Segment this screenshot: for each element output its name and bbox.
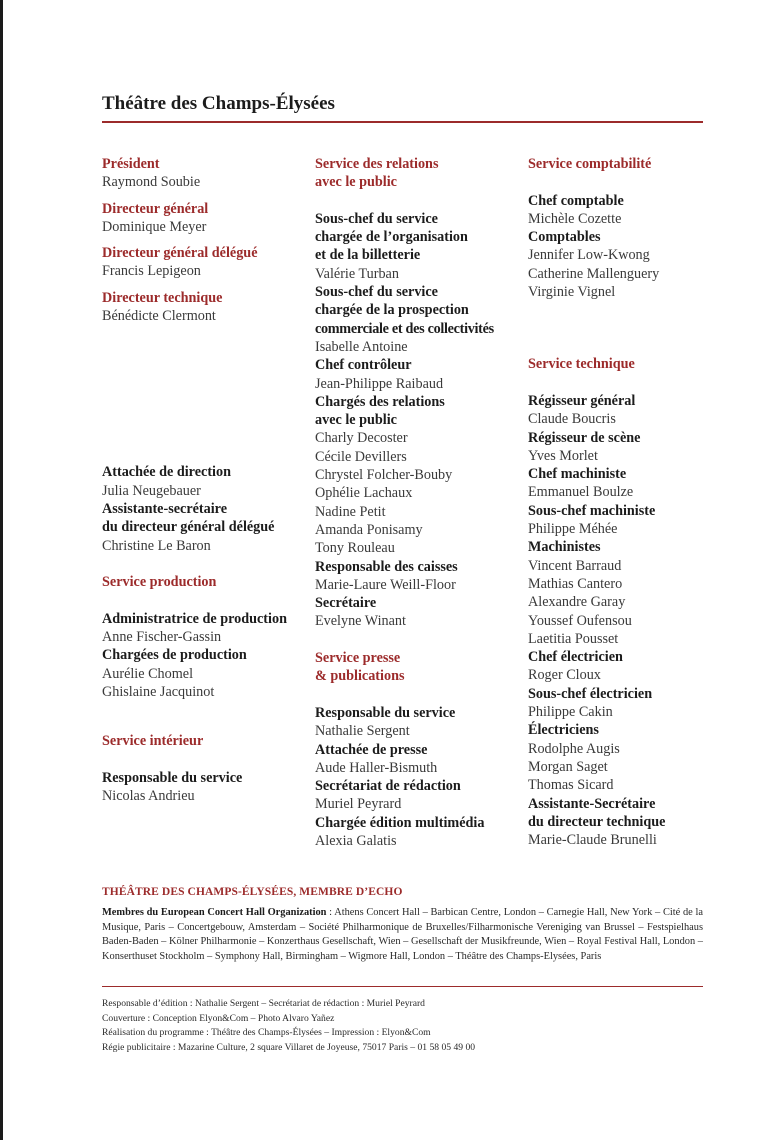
person-name: Nathalie Sergent — [315, 723, 410, 740]
column-relations-presse — [315, 155, 525, 850]
echo-members-label: Membres du European Concert Hall Organization — [102, 907, 327, 918]
person-name: Morgan Saget — [528, 758, 608, 775]
section-heading: Service production — [102, 574, 217, 591]
section-heading: Service intérieur — [102, 733, 204, 750]
person-name: Nicolas Andrieu — [102, 788, 195, 805]
section-heading: Service des relations — [315, 156, 439, 172]
role-label: chargée de la prospection — [315, 302, 469, 319]
title-divider — [102, 121, 703, 123]
person-name: Thomas Sicard — [528, 777, 614, 794]
person-name: Roger Cloux — [528, 667, 601, 684]
role-label: Régisseur de scène — [528, 429, 641, 446]
person-name: Marie-Laure Weill-Floor — [315, 576, 456, 593]
role-label: Secrétariat de rédaction — [315, 778, 461, 795]
person-name: Nadine Petit — [315, 503, 386, 520]
role-label: Président — [102, 156, 160, 172]
role-label: Chargées de production — [102, 647, 247, 664]
role-label: avec le public — [315, 412, 397, 429]
person-name: Rodolphe Augis — [528, 740, 620, 757]
person-name: Raymond Soubie — [102, 174, 201, 191]
role-label: Directeur général — [102, 200, 209, 217]
person-name: Isabelle Antoine — [315, 338, 408, 355]
role-label: Chef contrôleur — [315, 357, 412, 374]
role-label: Régisseur général — [528, 392, 636, 409]
role-label: Électriciens — [528, 722, 599, 739]
person-name: Amanda Ponisamy — [315, 521, 423, 538]
person-name: Mathias Cantero — [528, 575, 623, 592]
role-label: Chargés des relations — [315, 393, 445, 410]
role-label: Sous-chef électricien — [528, 685, 653, 702]
role-label: du directeur technique — [528, 813, 666, 830]
person-name: Julia Neugebauer — [102, 482, 201, 499]
role-label: Comptables — [528, 229, 601, 246]
person-name: Youssef Oufensou — [528, 612, 632, 629]
role-label: du directeur général délégué — [102, 519, 275, 536]
person-name: Aurélie Chomel — [102, 665, 194, 682]
role-label: Assistante-secrétaire — [102, 500, 228, 517]
credit-line: Couverture : Conception Elyon&Com – Photo Alvaro Yañez — [102, 1012, 335, 1024]
person-name: Bénédicte Clermont — [102, 308, 216, 325]
credits-divider — [102, 986, 703, 987]
echo-members-list: : Athens Concert Hall – Barbican Centre, London – Carnegie Hall, New York – Cité de la Musique, Paris – Concertgebouw, Amsterdam – Société Philharmonique de Bruxelles/Filharmonische Vereniging van Brussel – Festspielhaus Baden-Baden – Kölner Philharmonie – Konzerthaus Gesellschaft, Wien – Gesellschaft der Musikfreunde, Wien – Royal Festival Hall, London – Konserthuset Stockholm – Symphony Hall, Birmingham – Wigmore Hall, London – Théâtre des Champs-Elysées, Paris — [102, 907, 703, 962]
page-title: Théâtre des Champs-Élysées — [102, 93, 335, 114]
scan-edge — [0, 0, 3, 1140]
echo-heading: THÉÂTRE DES CHAMPS-ÉLYSÉES, MEMBRE D’ECHO — [102, 886, 403, 898]
role-label: Chef électricien — [528, 649, 623, 666]
role-label: Directeur général délégué — [102, 245, 258, 262]
person-name: Ophélie Lachaux — [315, 485, 413, 502]
role-label: Directeur technique — [102, 289, 223, 306]
person-name: Alexia Galatis — [315, 832, 397, 849]
person-name: Muriel Peyrard — [315, 796, 402, 813]
role-label: Chef comptable — [528, 192, 624, 209]
role-label: Sous-chef machiniste — [528, 502, 656, 519]
role-label: Assistante-Secrétaire — [528, 795, 656, 812]
person-name: Catherine Mallenguery — [528, 265, 660, 282]
column-comptabilite-technique — [528, 155, 718, 849]
person-name: Chrystel Folcher-Bouby — [315, 467, 453, 484]
role-label: Responsable des caisses — [315, 558, 458, 575]
person-name: Alexandre Garay — [528, 594, 626, 611]
role-label: Attachée de direction — [102, 464, 231, 481]
credit-line: Régie publicitaire : Mazarine Culture, 2 square Villaret de Joyeuse, 75017 Paris – 01 58 05 49 00 — [102, 1042, 476, 1054]
section-heading: Service comptabilité — [528, 156, 652, 172]
column-direction — [102, 155, 307, 805]
person-name: Ghislaine Jacquinot — [102, 683, 215, 700]
person-name: Dominique Meyer — [102, 218, 207, 235]
role-label: Attachée de presse — [315, 741, 428, 758]
credit-line: Responsable d’édition : Nathalie Sergent – Secrétariat de rédaction : Muriel Peyrard — [102, 998, 425, 1009]
person-name: Marie-Claude Brunelli — [528, 832, 657, 849]
role-label: chargée de l’organisation — [315, 229, 468, 246]
person-name: Evelyne Winant — [315, 613, 406, 630]
credit-line: Réalisation du programme : Théâtre des Champs-Élysées – Impression : Elyon&Com — [102, 1027, 431, 1039]
section-heading: Service presse — [315, 650, 401, 667]
person-name: Francis Lepigeon — [102, 263, 201, 280]
person-name: Christine Le Baron — [102, 537, 211, 554]
section-heading: avec le public — [315, 174, 397, 191]
role-label: Chargée édition multimédia — [315, 814, 485, 831]
role-label: Sous-chef du service — [315, 284, 438, 301]
person-name: Valérie Turban — [315, 265, 399, 282]
person-name: Tony Rouleau — [315, 540, 395, 557]
person-name: Philippe Méhée — [528, 521, 618, 538]
role-label: commerciale et des collectivités — [315, 320, 494, 337]
person-name: Virginie Vignel — [528, 284, 616, 301]
person-name: Anne Fischer-Gassin — [102, 629, 222, 646]
person-name: Vincent Barraud — [528, 557, 622, 574]
person-name: Laetitia Pousset — [528, 630, 619, 647]
role-label: Responsable du service — [315, 704, 456, 721]
role-label: et de la billetterie — [315, 247, 421, 264]
person-name: Cécile Devillers — [315, 448, 407, 465]
section-heading: & publications — [315, 668, 405, 685]
person-name: Philippe Cakin — [528, 704, 613, 721]
role-label: Administratrice de production — [102, 610, 287, 627]
person-name: Jennifer Low-Kwong — [528, 247, 650, 264]
person-name: Emmanuel Boulze — [528, 484, 634, 501]
credits-block — [102, 997, 703, 1056]
person-name: Aude Haller-Bismuth — [315, 759, 438, 776]
person-name: Jean-Philippe Raibaud — [315, 375, 444, 392]
role-label: Machinistes — [528, 539, 601, 556]
person-name: Michèle Cozette — [528, 210, 622, 227]
role-label: Responsable du service — [102, 769, 243, 786]
person-name: Yves Morlet — [528, 447, 598, 464]
role-label: Secrétaire — [315, 595, 377, 612]
person-name: Claude Boucris — [528, 411, 616, 428]
echo-members-paragraph — [102, 906, 703, 964]
role-label: Chef machiniste — [528, 466, 627, 483]
person-name: Charly Decoster — [315, 430, 408, 447]
role-label: Sous-chef du service — [315, 210, 438, 227]
section-heading: Service technique — [528, 356, 635, 373]
